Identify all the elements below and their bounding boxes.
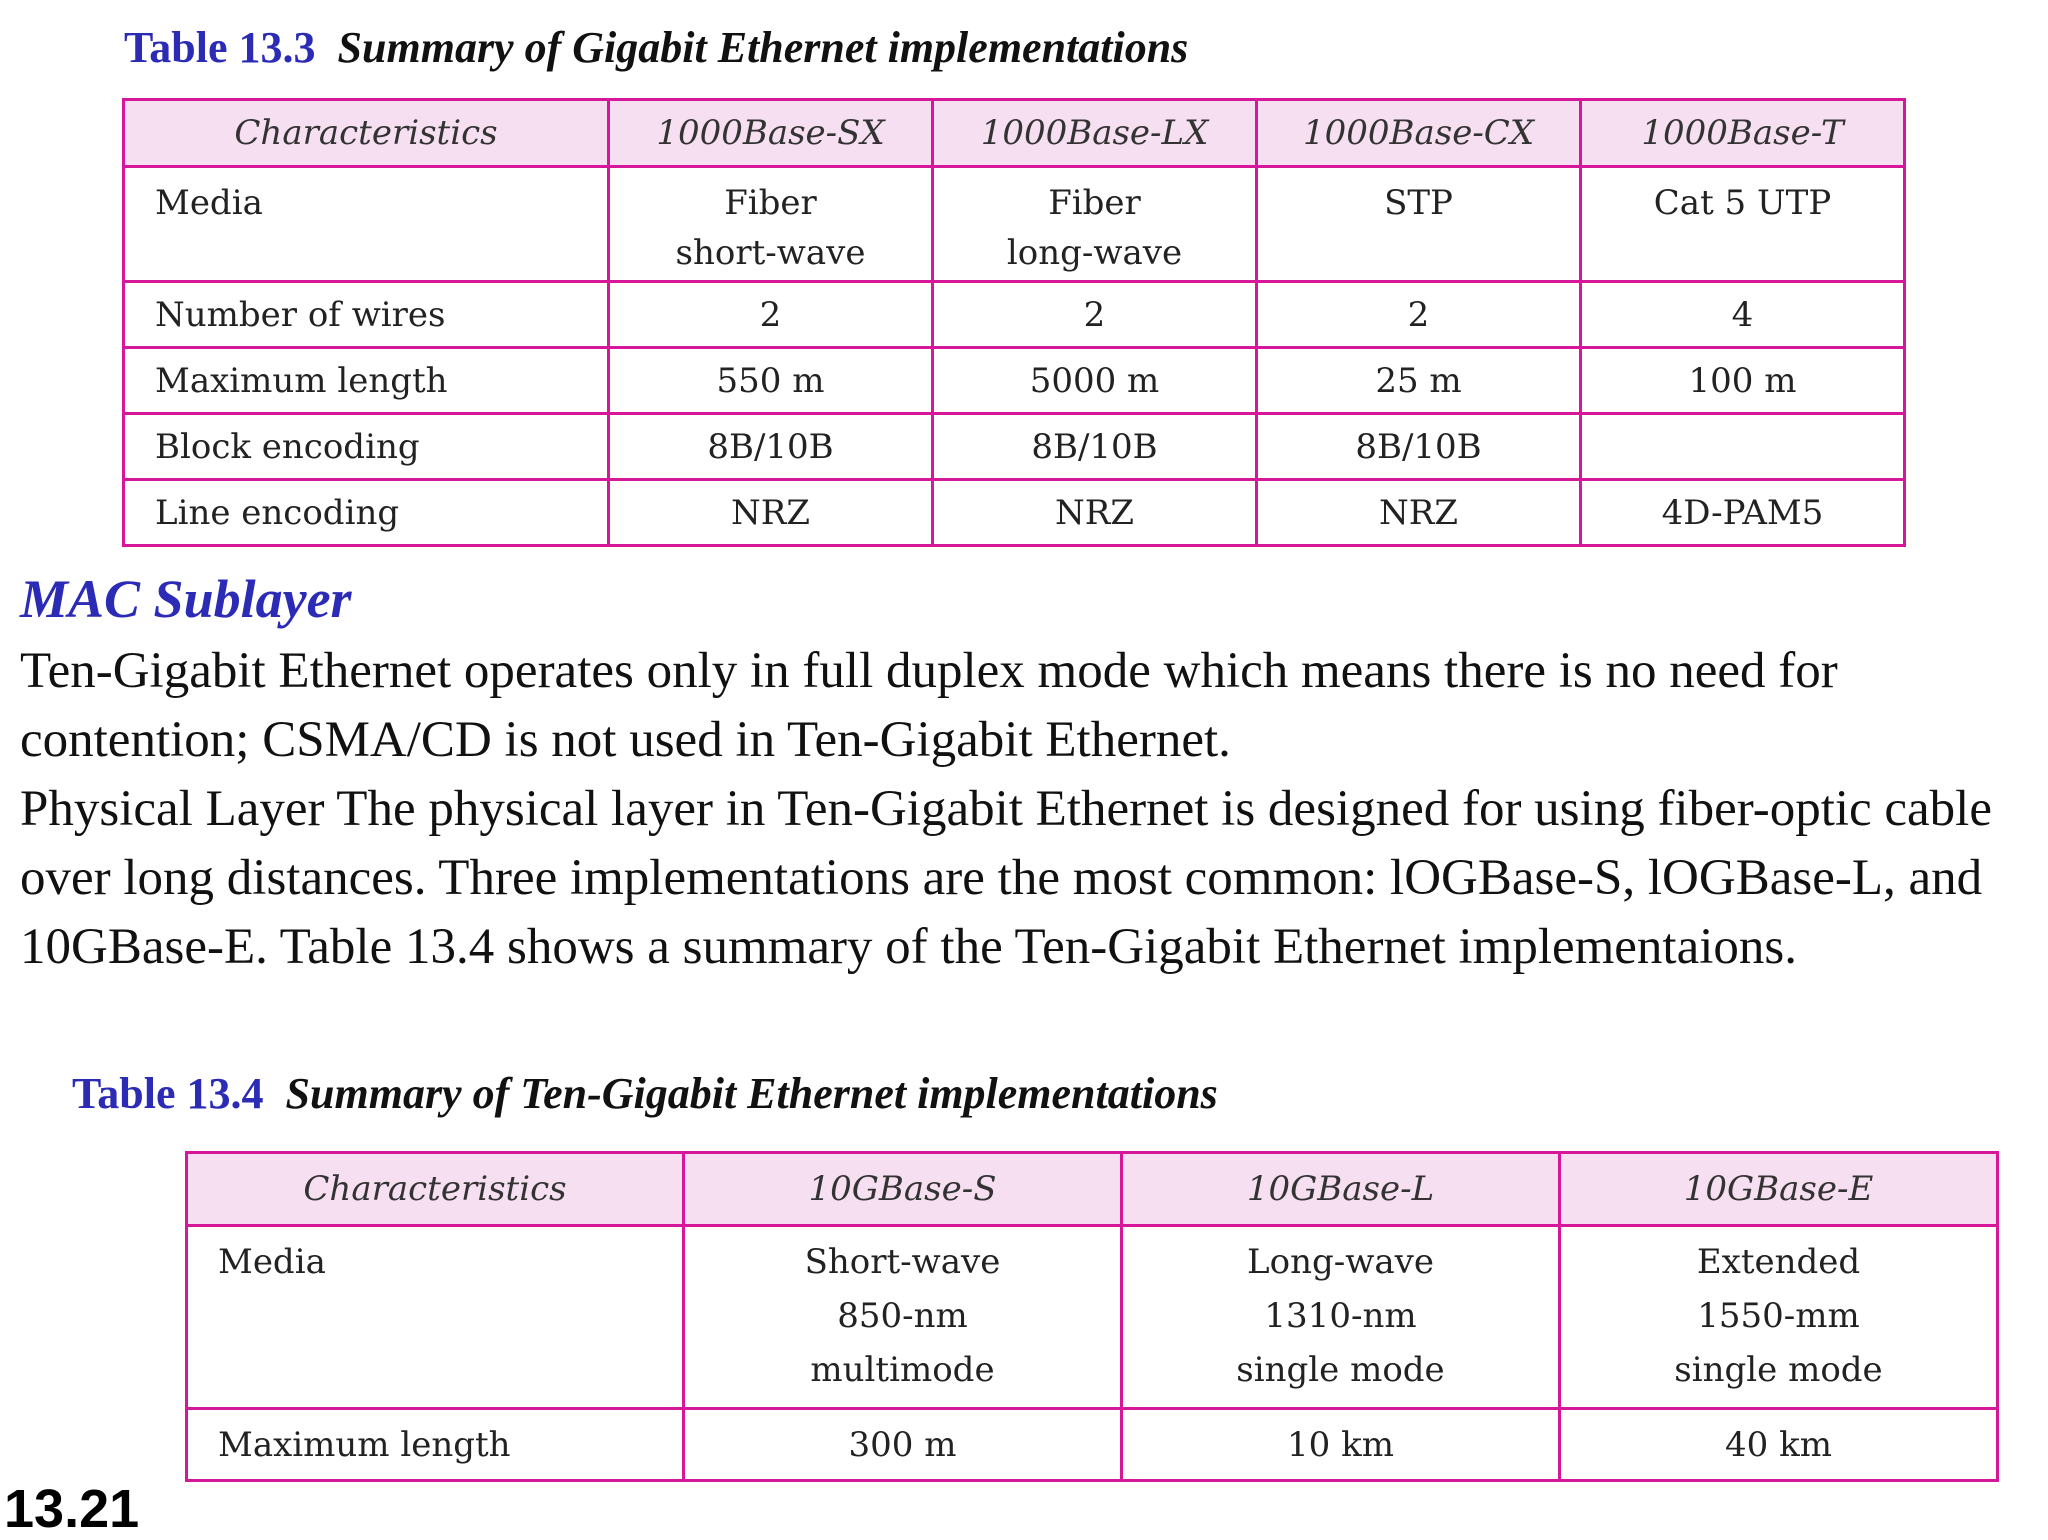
cell-line: Fiber (1048, 183, 1141, 223)
table-cell: 300 m (684, 1409, 1122, 1481)
section-heading: MAC Sublayer (20, 569, 352, 629)
table-13-4 (185, 1151, 1999, 1482)
table-13-4-caption (72, 1068, 1218, 1119)
table-cell: 5000 m (933, 348, 1257, 414)
table-13-3 (122, 98, 1906, 547)
row-label: Number of wires (124, 282, 609, 348)
cell-line: Extended (1696, 1242, 1861, 1282)
table-row (124, 348, 1905, 414)
cell-line: Short-wave (804, 1242, 1001, 1282)
table-13-4-number: Table 13.4 (72, 1069, 264, 1118)
table-cell: 2 (1257, 282, 1581, 348)
table-cell (1257, 167, 1581, 282)
table-row (187, 1409, 1998, 1481)
table-row (124, 282, 1905, 348)
table-cell: 10 km (1122, 1409, 1560, 1481)
column-header: 1000Base-CX (1257, 100, 1581, 167)
table-cell (684, 1226, 1122, 1409)
cell-line: multimode (810, 1350, 995, 1390)
table-cell (1560, 1226, 1998, 1409)
table-cell (1581, 167, 1905, 282)
table-cell: 2 (933, 282, 1257, 348)
table-cell: 2 (609, 282, 933, 348)
table-cell: NRZ (609, 480, 933, 546)
table-13-3-caption (124, 22, 1188, 73)
column-header: 1000Base-SX (609, 100, 933, 167)
column-header: 10GBase-L (1122, 1153, 1560, 1226)
table-cell: 25 m (1257, 348, 1581, 414)
table-cell: 4D-PAM5 (1581, 480, 1905, 546)
table-cell: 550 m (609, 348, 933, 414)
column-header: 10GBase-E (1560, 1153, 1998, 1226)
table-cell (933, 167, 1257, 282)
row-label: Maximum length (187, 1409, 684, 1481)
row-label: Line encoding (124, 480, 609, 546)
row-label: Media (124, 167, 609, 282)
row-label: Media (187, 1226, 684, 1409)
table-cell: 4 (1581, 282, 1905, 348)
column-header: Characteristics (124, 100, 609, 167)
table-cell: 100 m (1581, 348, 1905, 414)
table-cell (609, 167, 933, 282)
table-cell: 8B/10B (1257, 414, 1581, 480)
cell-line: long-wave (1006, 233, 1183, 273)
column-header: 1000Base-T (1581, 100, 1905, 167)
row-label: Block encoding (124, 414, 609, 480)
cell-line: Long-wave (1247, 1242, 1434, 1282)
cell-line: STP (1384, 183, 1453, 223)
body-paragraph: Physical Layer The physical layer in Ten-Gigabit Ethernet is designed for using fiber-optic cable over long distances. Three implementations are the most common: lOGBase-S, lOGBase-L, and 10GBase-E. Table 13.4 shows a summary of the Ten-Gigabit Ethernet implementaions. (20, 781, 1992, 975)
table-13-3-header (124, 100, 1905, 167)
table-row (124, 414, 1905, 480)
table-cell: 8B/10B (609, 414, 933, 480)
column-header: 1000Base-LX (933, 100, 1257, 167)
table-row (124, 480, 1905, 546)
table-13-4-header (187, 1153, 1998, 1226)
table-cell: NRZ (933, 480, 1257, 546)
column-header: 10GBase-S (684, 1153, 1122, 1226)
table-13-4-title: Summary of Ten-Gigabit Ethernet implementations (285, 1069, 1218, 1118)
cell-line: Fiber (724, 183, 817, 223)
cell-line: 1310-nm (1264, 1296, 1417, 1336)
body-paragraph: Ten-Gigabit Ethernet operates only in full duplex mode which means there is no need for contention; CSMA/CD is not used in Ten-Gigabit Ethernet. (20, 643, 1838, 768)
cell-line: 850-nm (837, 1296, 968, 1336)
table-cell (1581, 414, 1905, 480)
table-cell: 8B/10B (933, 414, 1257, 480)
cell-line: single mode (1674, 1350, 1883, 1390)
table-row (187, 1226, 1998, 1409)
cell-line: Cat 5 UTP (1653, 183, 1832, 223)
cell-line: short-wave (675, 233, 866, 273)
table-cell: NRZ (1257, 480, 1581, 546)
table-cell: 40 km (1560, 1409, 1998, 1481)
table-cell (1122, 1226, 1560, 1409)
cell-line: 1550-mm (1697, 1296, 1860, 1336)
column-header: Characteristics (187, 1153, 684, 1226)
table-row (124, 167, 1905, 282)
row-label: Maximum length (124, 348, 609, 414)
page-number: 13.21 (4, 1479, 140, 1539)
table-13-3-title: Summary of Gigabit Ethernet implementations (337, 23, 1189, 72)
table-13-3-number: Table 13.3 (124, 23, 316, 72)
cell-line: single mode (1236, 1350, 1445, 1390)
